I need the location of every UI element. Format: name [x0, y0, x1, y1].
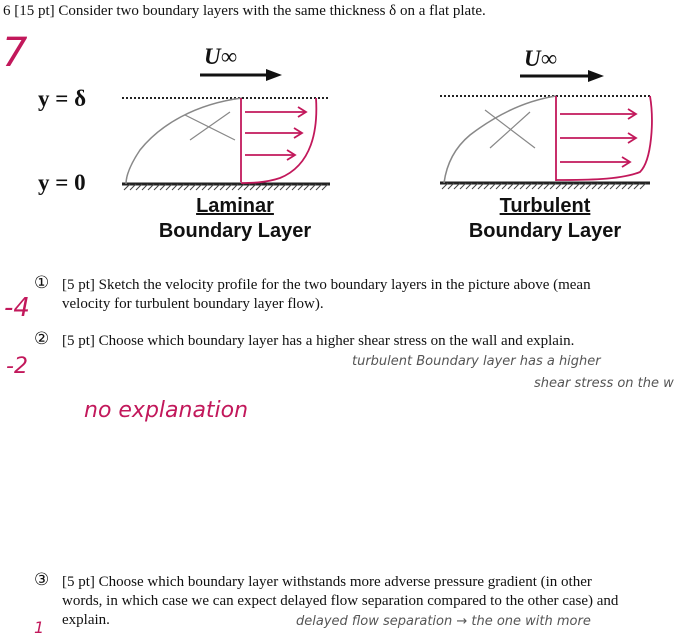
- turbulent-u-label: U∞: [524, 46, 558, 71]
- turbulent-subtitle: Boundary Layer: [468, 220, 622, 242]
- q3-score-mark: 1: [34, 618, 45, 637]
- laminar-subtitle: Boundary Layer: [158, 220, 312, 242]
- q2-line1: [5 pt] Choose which boundary layer has a higher shear stress on the wall and explain.: [62, 333, 575, 349]
- q3-line1: [5 pt] Choose which boundary layer withstands more adverse pressure gradient (in other: [62, 574, 592, 590]
- grader-comment: no explanation: [84, 398, 249, 423]
- q1-score-mark: -4: [4, 293, 30, 323]
- q1-line2: velocity for turbulent boundary layer flow).: [62, 296, 324, 312]
- problem-header: 6 [15 pt] Consider two boundary layers with the same thickness δ on a flat plate.: [3, 3, 486, 19]
- turbulent-caption: [450, 194, 640, 244]
- q3-answer: delayed flow separation → the one with more: [296, 614, 591, 629]
- laminar-pencil-cross: [185, 112, 235, 140]
- q2-answer-line2: shear stress on the w: [534, 376, 674, 391]
- turbulent-pencil-cross: [485, 110, 535, 148]
- q1-line1: [5 pt] Sketch the velocity profile for the two boundary layers in the picture above (mean: [62, 277, 591, 293]
- laminar-pencil-profile: [126, 98, 242, 184]
- laminar-u-label: U∞: [204, 44, 238, 69]
- q2-number: ②: [34, 329, 50, 349]
- turbulent-arrow-head: [588, 70, 604, 82]
- laminar-arrow-head: [266, 69, 282, 81]
- q3-line3: explain.: [62, 612, 110, 628]
- q3-line2: words, in which case we can expect delayed flow separation compared to the other case) and: [62, 593, 619, 609]
- y-zero-label: y = 0: [38, 170, 86, 195]
- q2-score-mark: -2: [6, 354, 28, 379]
- laminar-caption: [140, 194, 330, 244]
- q1-number: ①: [34, 273, 50, 293]
- y-delta-label: y = δ: [38, 86, 87, 111]
- q3-number: ③: [34, 570, 50, 590]
- q2-answer-line1: turbulent Boundary layer has a higher: [352, 354, 601, 369]
- turbulent-red-profile: [556, 96, 652, 181]
- score-mark-total: 7: [2, 30, 28, 76]
- laminar-red-profile: [241, 98, 316, 183]
- turbulent-title: Turbulent: [499, 195, 591, 217]
- laminar-title: Laminar: [196, 195, 274, 217]
